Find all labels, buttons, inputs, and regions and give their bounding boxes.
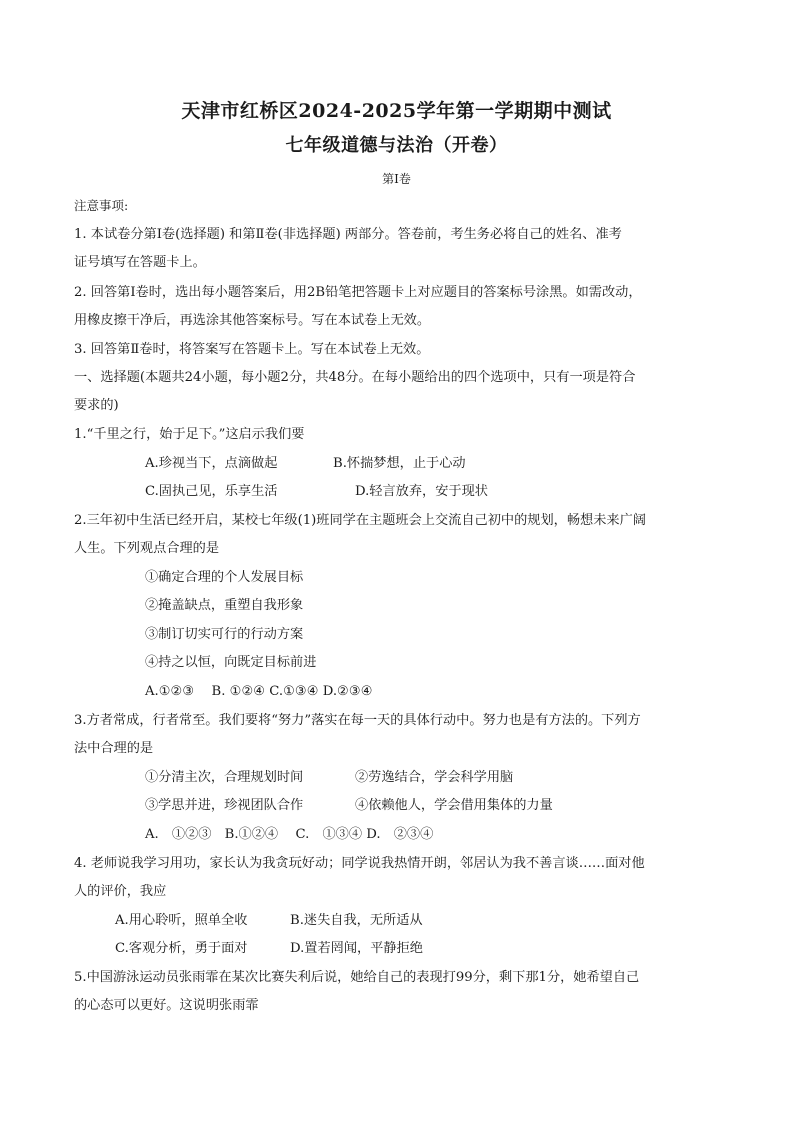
exam-subtitle: 七年级道德与法治（开卷） bbox=[285, 135, 508, 156]
question-4-stem-line-2: 人的评价，我应 bbox=[74, 884, 167, 899]
notice-item-1-line-1: 1. 本试卷分第Ⅰ卷(选择题) 和第Ⅱ卷(非选择题) 两部分。答卷前，考生务必将自己的姓名、准考 bbox=[74, 227, 622, 242]
question-2-stem-line-1: 2.三年初中生活已经开启，某校七年级(1)班同学在主题班会上交流自己初中的规划，畅想未来广阔 bbox=[74, 513, 646, 528]
question-4-option-d: D.置若罔闻，平静拒绝 bbox=[290, 941, 423, 956]
notice-item-3: 3. 回答第Ⅱ卷时，将答案写在答题卡上。写在本试卷上无效。 bbox=[74, 342, 430, 357]
question-2-statement-1: ①确定合理的个人发展目标 bbox=[145, 570, 304, 585]
question-3-options: A. ①②③ B.①②④ C. ①③④ D. ②③④ bbox=[145, 827, 434, 842]
notice-item-2-line-1: 2. 回答第Ⅰ卷时，选出每小题答案后，用2B铅笔把答题卡上对应题目的答案标号涂黑。如需改动， bbox=[74, 285, 642, 300]
section-label: 第Ⅰ卷 bbox=[382, 172, 411, 186]
question-4-stem-line-1: 4. 老师说我学习用功，家长认为我贪玩好动；同学说我热情开朗，邻居认为我不善言谈……面对他 bbox=[74, 856, 645, 871]
part1-intro-line-2: 要求的) bbox=[74, 398, 119, 413]
question-2-stem-line-2: 人生。下列观点合理的是 bbox=[74, 541, 220, 556]
question-3-statement-2: ②劳逸结合，学会科学用脑 bbox=[355, 770, 514, 785]
notice-heading: 注意事项: bbox=[74, 198, 129, 213]
notice-item-1-line-2: 证号填写在答题卡上。 bbox=[74, 255, 206, 270]
question-3-stem-line-1: 3.方者常成，行者常至。我们要将“努力”落实在每一天的具体行动中。努力也是有方法的。下列方 bbox=[74, 713, 641, 728]
question-3-statement-3: ③学思并进，珍视团队合作 bbox=[145, 798, 304, 813]
notice-item-2-line-2: 用橡皮擦干净后，再选涂其他答案标号。写在本试卷上无效。 bbox=[74, 313, 431, 328]
part1-intro-line-1: 一、选择题(本题共24小题，每小题2分，共48分。在每小题给出的四个选项中，只有一项是符合 bbox=[74, 370, 636, 385]
question-2-options: A.①②③ B. ①②④ C.①③④ D.②③④ bbox=[145, 684, 373, 699]
question-1-option-a: A.珍视当下，点滴做起 bbox=[145, 456, 278, 471]
question-3-statement-4: ④依赖他人，学会借用集体的力量 bbox=[355, 798, 553, 813]
question-5-stem-line-2: 的心态可以更好。这说明张雨霏 bbox=[74, 998, 259, 1013]
question-1-option-c: C.固执己见，乐享生活 bbox=[145, 484, 278, 499]
question-2-statement-3: ③制订切实可行的行动方案 bbox=[145, 627, 304, 642]
question-1-stem: 1.“千里之行，始于足下。”这启示我们要 bbox=[74, 427, 305, 442]
question-4-option-b: B.迷失自我，无所适从 bbox=[290, 913, 423, 928]
question-1-option-b: B.怀揣梦想，止于心动 bbox=[333, 456, 466, 471]
exam-title: 天津市红桥区2024-2025学年第一学期期中测试 bbox=[181, 100, 612, 122]
question-2-statement-2: ②掩盖缺点，重塑自我形象 bbox=[145, 598, 304, 613]
question-2-statement-4: ④持之以恒，向既定目标前进 bbox=[145, 655, 317, 670]
question-4-option-c: C.客观分析，勇于面对 bbox=[115, 941, 248, 956]
question-5-stem-line-1: 5.中国游泳运动员张雨霏在某次比赛失利后说，她给自己的表现打99分，剩下那1分，她希望自己 bbox=[74, 970, 640, 985]
question-1-option-d: D.轻言放弃，安于现状 bbox=[355, 484, 488, 499]
question-4-option-a: A.用心聆听，照单全收 bbox=[115, 913, 248, 928]
question-3-stem-line-2: 法中合理的是 bbox=[74, 741, 154, 756]
question-3-statement-1: ①分清主次，合理规划时间 bbox=[145, 770, 304, 785]
